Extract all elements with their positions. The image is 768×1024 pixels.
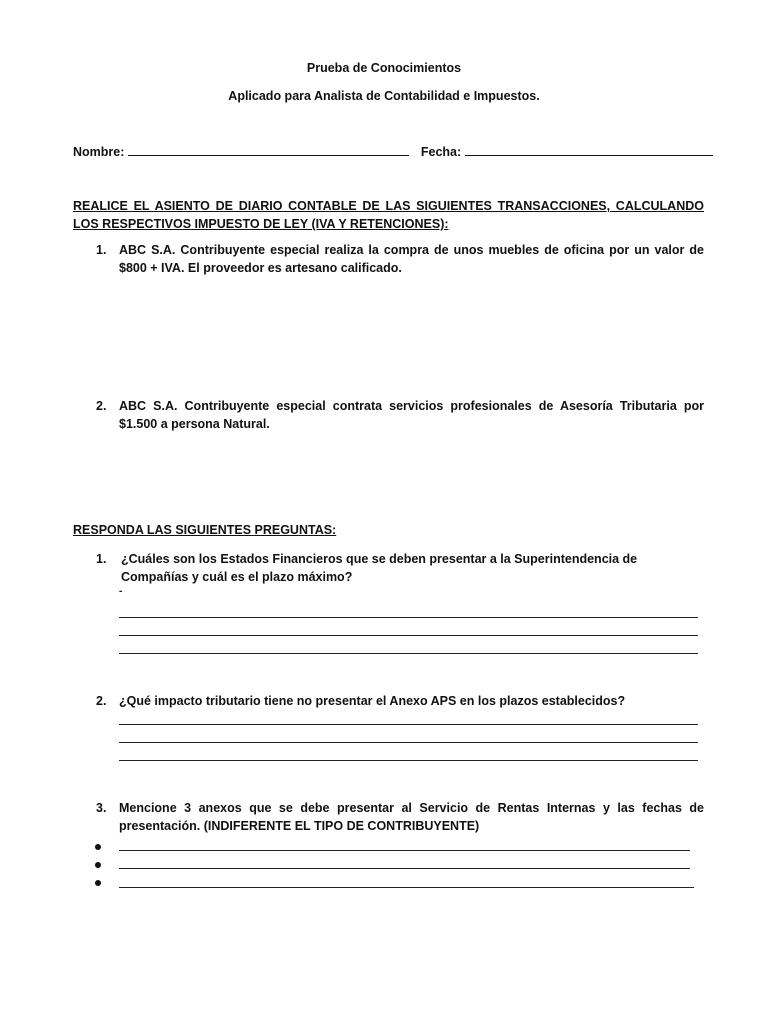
question-number: 2.	[96, 694, 107, 708]
name-label: Nombre:	[73, 145, 125, 159]
section-heading-questions: RESPONDA LAS SIGUIENTES PREGUNTAS:	[73, 523, 337, 537]
question-item	[96, 799, 704, 835]
answer-line[interactable]	[119, 617, 698, 618]
section-heading-journal: REALICE EL ASIENTO DE DIARIO CONTABLE DE LAS SIGUIENTES TRANSACCIONES, CALCULANDO LOS RESPECTIVOS IMPUESTO DE LEY (IVA Y RETENCIONES):	[73, 199, 704, 231]
document-subtitle: Aplicado para Analista de Contabilidad e Impuestos.	[228, 89, 540, 103]
question-item	[96, 692, 704, 710]
name-date-row	[73, 143, 713, 161]
answer-line[interactable]	[119, 850, 690, 851]
item-text: ABC S.A. Contribuyente especial realiza la compra de unos muebles de oficina por un valor de $800 + IVA. El proveedor es artesano calificado.	[119, 243, 704, 275]
answer-line[interactable]	[119, 653, 698, 654]
answer-line[interactable]	[119, 760, 698, 761]
question-item	[96, 550, 704, 586]
question-text: ¿Cuáles son los Estados Financieros que se deben presentar a la Superintendencia de Compañías y cuál es el plazo máximo?	[121, 552, 638, 584]
item-number: 1.	[96, 243, 107, 257]
question-number: 3.	[96, 801, 107, 815]
answer-line[interactable]	[119, 887, 694, 888]
answer-line[interactable]	[119, 724, 698, 725]
bullet-icon	[95, 844, 101, 850]
item-number: 2.	[96, 399, 107, 413]
item-text: ABC S.A. Contribuyente especial contrata servicios profesionales de Asesoría Tributaria por $1.500 a persona Natural.	[119, 399, 704, 431]
date-field[interactable]	[465, 143, 713, 156]
answer-line[interactable]	[119, 635, 698, 636]
question-number: 1.	[96, 552, 107, 566]
answer-line[interactable]	[119, 742, 698, 743]
date-label: Fecha:	[420, 145, 462, 159]
answer-dash: -	[119, 586, 123, 597]
document-title: Prueba de Conocimientos	[306, 61, 462, 75]
transaction-item	[96, 397, 704, 433]
question-text: ¿Qué impacto tributario tiene no presentar el Anexo APS en los plazos establecidos?	[119, 694, 626, 708]
transaction-item	[96, 241, 704, 277]
question-text: Mencione 3 anexos que se debe presentar al Servicio de Rentas Internas y las fechas de presentación. (INDIFERENTE EL TIPO DE CONTRIBUYENTE)	[119, 801, 704, 833]
name-field[interactable]	[128, 143, 409, 156]
bullet-icon	[95, 862, 101, 868]
answer-line[interactable]	[119, 868, 690, 869]
bullet-icon	[95, 880, 101, 886]
